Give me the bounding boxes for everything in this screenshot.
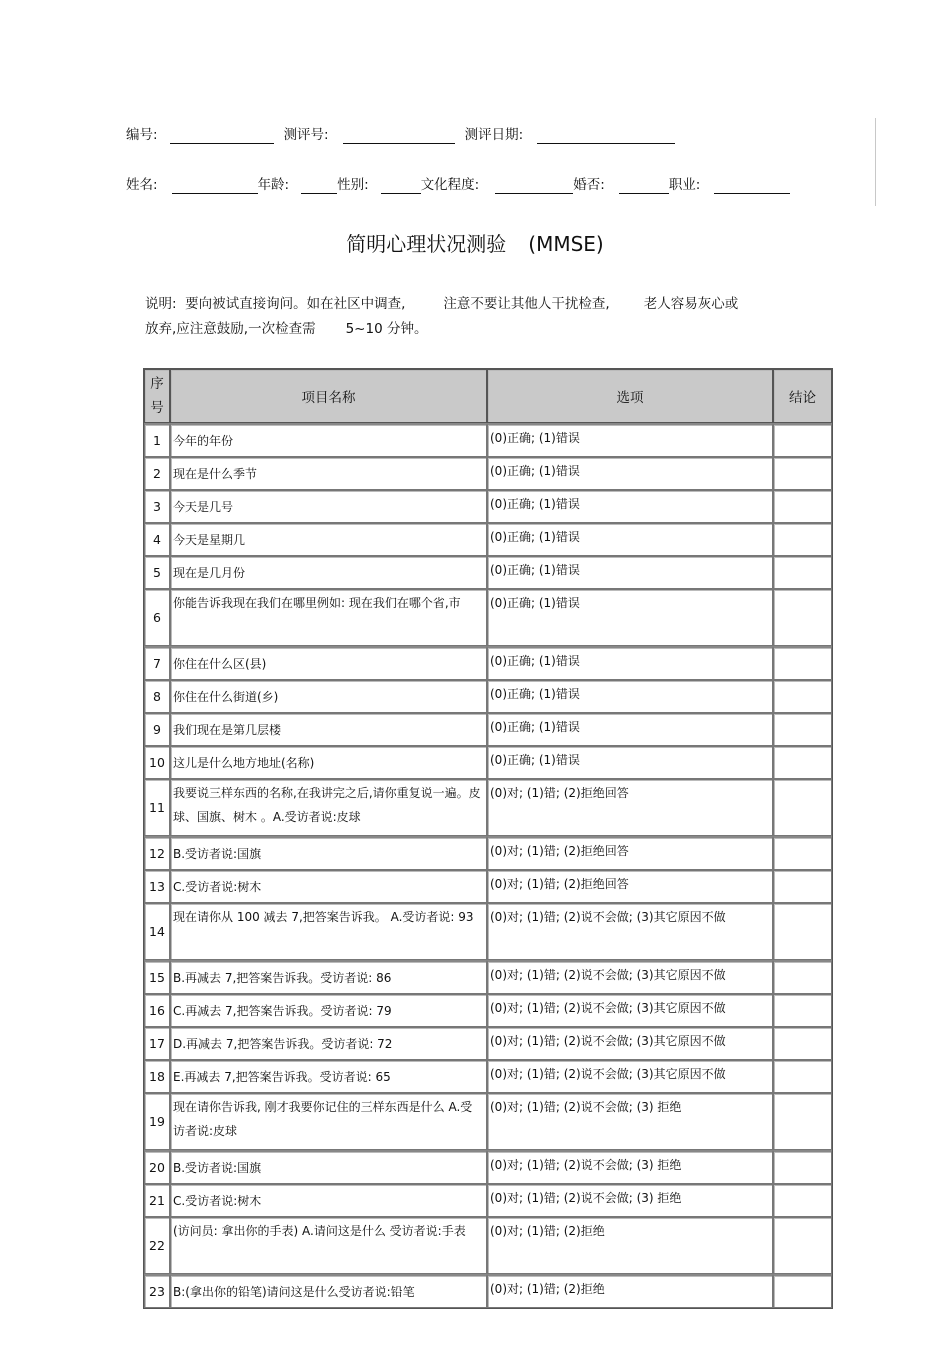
page-title [0, 230, 950, 258]
table-row [144, 713, 832, 746]
row-conclusion-cell[interactable] [773, 490, 832, 523]
name-label: 姓名: [126, 177, 158, 193]
age-label: 年龄: [257, 177, 290, 193]
id-field[interactable] [170, 127, 274, 144]
header-seq-line-2: 号 [150, 400, 164, 416]
page-edge-line [875, 118, 876, 206]
row-options: (0)正确; (1)错误 [487, 746, 773, 779]
row-options: (0)正确; (1)错误 [487, 490, 773, 523]
row-number: 16 [144, 994, 170, 1027]
row-item: C.受访者说:树木 [170, 1184, 487, 1217]
row-options: (0)对; (1)错; (2)说不会做; (3) 拒绝 [487, 1093, 773, 1150]
row-number: 18 [144, 1060, 170, 1093]
row-item: 我们现在是第几层楼 [170, 713, 487, 746]
row-options: (0)对; (1)错; (2)说不会做; (3)其它原因不做 [487, 1060, 773, 1093]
instructions-text-1b: 注意不要让其他人干扰检查, [443, 296, 610, 312]
row-options: (0)正确; (1)错误 [487, 556, 773, 589]
table-row [144, 1060, 832, 1093]
row-item: 现在是几月份 [170, 556, 487, 589]
table-row [144, 903, 832, 960]
row-options: (0)正确; (1)错误 [487, 457, 773, 490]
row-options: (0)正确; (1)错误 [487, 646, 773, 680]
row-options: (0)正确; (1)错误 [487, 680, 773, 713]
row-item: E.再减去 7,把答案告诉我。受访者说: 65 [170, 1060, 487, 1093]
row-conclusion-cell[interactable] [773, 870, 832, 903]
header-line-personal [126, 172, 838, 194]
row-number: 10 [144, 746, 170, 779]
eval-date-label: 测评日期: [464, 127, 524, 143]
row-conclusion-cell[interactable] [773, 589, 832, 646]
instructions-text-2b: 5~10 分钟。 [345, 321, 428, 337]
row-options: (0)正确; (1)错误 [487, 713, 773, 746]
row-number: 1 [144, 423, 170, 457]
header-options: 选项 [487, 369, 773, 423]
eval-no-field[interactable] [343, 127, 455, 144]
table-row [144, 523, 832, 556]
row-item: 今天是几号 [170, 490, 487, 523]
row-conclusion-cell[interactable] [773, 1274, 832, 1308]
row-number: 4 [144, 523, 170, 556]
row-conclusion-cell[interactable] [773, 1093, 832, 1150]
row-conclusion-cell[interactable] [773, 713, 832, 746]
row-item: D.再减去 7,把答案告诉我。受访者说: 72 [170, 1027, 487, 1060]
row-conclusion-cell[interactable] [773, 1060, 832, 1093]
row-item: 今天是星期几 [170, 523, 487, 556]
table-row [144, 589, 832, 646]
table-row [144, 1150, 832, 1184]
row-number: 19 [144, 1093, 170, 1150]
row-options: (0)对; (1)错; (2)说不会做; (3)其它原因不做 [487, 903, 773, 960]
row-conclusion-cell[interactable] [773, 556, 832, 589]
row-conclusion-cell[interactable] [773, 960, 832, 994]
table-row [144, 994, 832, 1027]
marriage-field[interactable] [619, 177, 669, 194]
table-row [144, 423, 832, 457]
row-options: (0)对; (1)错; (2)拒绝 [487, 1217, 773, 1274]
table-row [144, 680, 832, 713]
row-conclusion-cell[interactable] [773, 646, 832, 680]
sex-label: 性别: [337, 177, 369, 193]
row-item: B.受访者说:国旗 [170, 836, 487, 870]
table-row [144, 960, 832, 994]
instructions [145, 292, 825, 342]
table-row [144, 1027, 832, 1060]
row-number: 17 [144, 1027, 170, 1060]
row-conclusion-cell[interactable] [773, 680, 832, 713]
name-field[interactable] [172, 177, 258, 194]
row-number: 23 [144, 1274, 170, 1308]
row-item: 今年的年份 [170, 423, 487, 457]
header-seq-line-1: 序 [150, 376, 164, 392]
table-row [144, 490, 832, 523]
row-number: 21 [144, 1184, 170, 1217]
header-item: 项目名称 [170, 369, 487, 423]
row-item: 现在请你从 100 减去 7,把答案告诉我。 A.受访者说: 93 [170, 903, 487, 960]
row-options: (0)对; (1)错; (2)说不会做; (3)其它原因不做 [487, 994, 773, 1027]
row-number: 3 [144, 490, 170, 523]
row-number: 7 [144, 646, 170, 680]
row-item: B.再减去 7,把答案告诉我。受访者说: 86 [170, 960, 487, 994]
header-seq [144, 369, 170, 423]
occupation-field[interactable] [714, 177, 790, 194]
occupation-label: 职业: [668, 177, 701, 193]
row-item: 你住在什么街道(乡) [170, 680, 487, 713]
row-item: 这儿是什么地方地址(名称) [170, 746, 487, 779]
row-conclusion-cell[interactable] [773, 903, 832, 960]
row-number: 20 [144, 1150, 170, 1184]
row-options: (0)正确; (1)错误 [487, 589, 773, 646]
row-options: (0)正确; (1)错误 [487, 523, 773, 556]
mmse-table [143, 368, 833, 1309]
instructions-text-2a: 放弃,应注意鼓励,一次检查需 [145, 321, 316, 337]
table-row [144, 1274, 832, 1308]
marriage-label: 婚否: [573, 177, 605, 193]
row-conclusion-cell[interactable] [773, 457, 832, 490]
row-conclusion-cell[interactable] [773, 836, 832, 870]
row-options: (0)对; (1)错; (2)说不会做; (3) 拒绝 [487, 1150, 773, 1184]
sex-field[interactable] [381, 177, 421, 194]
header-conclusion: 结论 [773, 369, 832, 423]
row-number: 8 [144, 680, 170, 713]
table-row [144, 870, 832, 903]
row-conclusion-cell[interactable] [773, 423, 832, 457]
instructions-line-1 [145, 292, 825, 317]
table-row [144, 556, 832, 589]
id-label: 编号: [126, 127, 158, 143]
eval-no-label: 测评号: [283, 127, 329, 143]
row-options: (0)对; (1)错; (2)说不会做; (3)其它原因不做 [487, 1027, 773, 1060]
row-conclusion-cell[interactable] [773, 1184, 832, 1217]
row-conclusion-cell[interactable] [773, 1027, 832, 1060]
row-number: 9 [144, 713, 170, 746]
row-conclusion-cell[interactable] [773, 523, 832, 556]
title-abbr: (MMSE) [528, 232, 604, 256]
table-row [144, 646, 832, 680]
row-options: (0)对; (1)错; (2)拒绝回答 [487, 779, 773, 836]
row-item: C.再减去 7,把答案告诉我。受访者说: 79 [170, 994, 487, 1027]
table-row [144, 746, 832, 779]
row-number: 2 [144, 457, 170, 490]
row-number: 13 [144, 870, 170, 903]
row-item: C.受访者说:树木 [170, 870, 487, 903]
row-item: B.受访者说:国旗 [170, 1150, 487, 1184]
education-field[interactable] [495, 177, 573, 194]
row-item: 你住在什么区(县) [170, 646, 487, 680]
instructions-line-2 [145, 317, 825, 342]
education-label: 文化程度: [420, 177, 480, 193]
table-row [144, 1217, 832, 1274]
row-number: 11 [144, 779, 170, 836]
table-header-row [144, 369, 832, 423]
title-main: 简明心理状况测验 [346, 232, 507, 256]
age-field[interactable] [301, 177, 337, 194]
table-row [144, 1093, 832, 1150]
row-options: (0)对; (1)错; (2)拒绝回答 [487, 836, 773, 870]
row-options: (0)对; (1)错; (2)说不会做; (3) 拒绝 [487, 1184, 773, 1217]
row-item: (访问员: 拿出你的手表) A.请问这是什么 受访者说:手表 [170, 1217, 487, 1274]
row-number: 12 [144, 836, 170, 870]
header-line-ids [126, 122, 838, 144]
instructions-text-1c: 老人容易灰心或 [643, 296, 739, 312]
row-conclusion-cell[interactable] [773, 746, 832, 779]
eval-date-field[interactable] [537, 127, 675, 144]
instructions-text-1a: 说明: 要向被试直接询问。如在社区中调查, [145, 296, 406, 312]
row-item: 我要说三样东西的名称,在我讲完之后,请你重复说一遍。皮球、国旗、树木 。A.受访者说:皮球 [170, 779, 487, 836]
row-number: 15 [144, 960, 170, 994]
row-number: 5 [144, 556, 170, 589]
row-item: B:(拿出你的铅笔)请问这是什么受访者说:铅笔 [170, 1274, 487, 1308]
row-conclusion-cell[interactable] [773, 1150, 832, 1184]
row-item: 现在是什么季节 [170, 457, 487, 490]
row-conclusion-cell[interactable] [773, 779, 832, 836]
table-row [144, 1184, 832, 1217]
row-options: (0)正确; (1)错误 [487, 423, 773, 457]
row-conclusion-cell[interactable] [773, 994, 832, 1027]
row-number: 22 [144, 1217, 170, 1274]
row-item: 现在请你告诉我, 刚才我要你记住的三样东西是什么 A.受访者说:皮球 [170, 1093, 487, 1150]
table-row [144, 457, 832, 490]
row-options: (0)对; (1)错; (2)拒绝回答 [487, 870, 773, 903]
table-row [144, 836, 832, 870]
row-options: (0)对; (1)错; (2)拒绝 [487, 1274, 773, 1308]
row-conclusion-cell[interactable] [773, 1217, 832, 1274]
row-number: 6 [144, 589, 170, 646]
row-options: (0)对; (1)错; (2)说不会做; (3)其它原因不做 [487, 960, 773, 994]
row-item: 你能告诉我现在我们在哪里例如: 现在我们在哪个省,市 [170, 589, 487, 646]
table-row [144, 779, 832, 836]
row-number: 14 [144, 903, 170, 960]
